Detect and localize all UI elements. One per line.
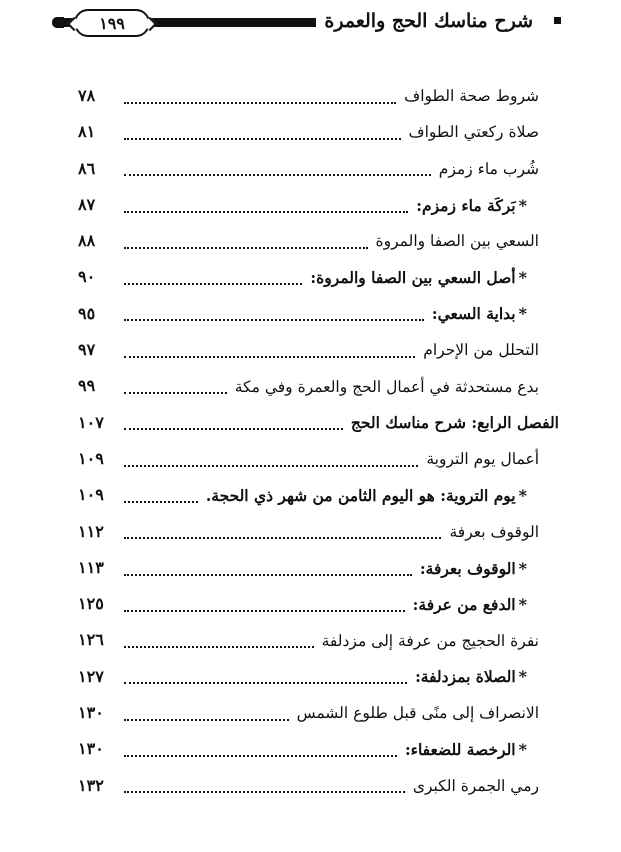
- toc-entry-star-icon: *: [518, 268, 527, 288]
- toc-entry: [0, 332, 621, 368]
- toc-entry: [0, 659, 621, 695]
- toc-entry-title: الفصل الرابع: شرح مناسك الحج: [347, 413, 559, 432]
- toc-entry-dot-leader: [124, 282, 302, 285]
- running-title: شرح مناسك الحج والعمرة: [316, 4, 541, 38]
- toc-entry: [0, 731, 621, 767]
- toc-entry-title: الوقوف بعرفة:: [416, 559, 516, 578]
- toc-entry: [0, 514, 621, 550]
- toc-entry-page: ٩٩: [78, 368, 121, 404]
- toc-entry-title: بَركَة ماء زمزم:: [412, 196, 515, 215]
- toc-entry-page: ١٠٧: [78, 405, 121, 441]
- toc-entry-page: ١٢٦: [78, 622, 121, 658]
- toc-entry-title: بدع مستحدثة في أعمال الحج والعمرة وفي مكة: [231, 378, 539, 396]
- page-number: ١٩٩: [99, 13, 125, 33]
- toc-entry-page: ١٢٧: [78, 659, 121, 695]
- toc-entry-page: ٧٨: [78, 78, 121, 114]
- toc-entry: [0, 695, 621, 731]
- toc-entry-title: السعي بين الصفا والمروة: [372, 232, 540, 250]
- toc-entry: [0, 223, 621, 259]
- toc-entry-title: شُرب ماء زمزم: [435, 160, 539, 178]
- toc-entry-dot-leader: [124, 101, 396, 104]
- toc-entry-page: ١٠٩: [78, 441, 121, 477]
- toc-entry: [0, 296, 621, 332]
- toc-entry-page: ٨٧: [78, 187, 121, 223]
- toc-entry-page: ٨١: [78, 114, 121, 150]
- toc-entry: [0, 441, 621, 477]
- toc-entry-page: ١١٣: [78, 550, 121, 586]
- toc-entry-dot-leader: [124, 609, 405, 612]
- toc-entry-page: ١٢٥: [78, 586, 121, 622]
- toc-entry: [0, 586, 621, 622]
- toc-entry-dot-leader: [124, 210, 408, 213]
- toc-entry-dot-leader: [124, 391, 227, 394]
- toc-entry: [0, 368, 621, 404]
- toc-entry-page: ٩٠: [78, 259, 121, 295]
- toc-entry-star-icon: *: [518, 304, 527, 324]
- toc-entry-title: الصلاة بمزدلفة:: [411, 667, 516, 686]
- toc-entry: [0, 151, 621, 187]
- toc-entry-page: ١٣٠: [78, 695, 121, 731]
- toc-entry-title: الانصراف إلى منًى قبل طلوع الشمس: [293, 704, 539, 722]
- toc-entry-dot-leader: [124, 500, 198, 503]
- toc-entry-page: ١١٢: [78, 514, 121, 550]
- toc-entry: [0, 405, 621, 441]
- toc-entry-title: صلاة ركعتي الطواف: [405, 123, 539, 141]
- toc-entry-star-icon: *: [518, 485, 527, 505]
- toc-entry-dot-leader: [124, 137, 401, 140]
- toc-entry-title: الرخصة للضعفاء:: [401, 740, 516, 759]
- toc-entry: [0, 477, 621, 513]
- toc-entry: [0, 114, 621, 150]
- toc-entry-dot-leader: [124, 427, 343, 430]
- table-of-contents: [0, 78, 621, 804]
- toc-entry: [0, 259, 621, 295]
- toc-entry-title: نفرة الحجيج من عرفة إلى مزدلفة: [318, 632, 539, 650]
- toc-entry-page: ١٠٩: [78, 477, 121, 513]
- toc-entry-dot-leader: [124, 718, 289, 721]
- toc-entry: [0, 622, 621, 658]
- running-header: [0, 0, 621, 46]
- toc-entry-dot-leader: [124, 645, 314, 648]
- toc-entry-page: ١٣٠: [78, 731, 121, 767]
- toc-entry-page: ١٣٢: [78, 768, 121, 804]
- toc-entry-title: أصل السعي بين الصفا والمروة:: [306, 268, 515, 287]
- toc-entry-title: بداية السعي:: [428, 304, 516, 323]
- toc-entry-dot-leader: [124, 464, 418, 467]
- toc-entry-dot-leader: [124, 355, 415, 358]
- toc-entry-star-icon: *: [518, 558, 527, 578]
- toc-entry-dot-leader: [124, 536, 441, 539]
- toc-entry-dot-leader: [124, 173, 431, 176]
- toc-entry-page: ٨٦: [78, 151, 121, 187]
- toc-entry-dot-leader: [124, 681, 407, 684]
- toc-entry-title: الدفع من عرفة:: [409, 595, 516, 614]
- toc-entry-title: يوم التروية: هو اليوم الثامن من شهر ذي الحجة.: [202, 486, 516, 505]
- toc-entry-star-icon: *: [518, 667, 527, 687]
- toc-entry-star-icon: *: [518, 195, 527, 215]
- toc-entry: [0, 768, 621, 804]
- toc-entry-title: رمي الجمرة الكبرى: [409, 777, 539, 795]
- header-bullet-icon: [554, 17, 561, 24]
- toc-entry: [0, 78, 621, 114]
- toc-entry-title: الوقوف بعرفة: [445, 523, 539, 541]
- toc-entry-dot-leader: [124, 318, 424, 321]
- toc-entry-dot-leader: [124, 246, 368, 249]
- toc-entry-page: ٩٧: [78, 332, 121, 368]
- toc-entry-star-icon: *: [518, 739, 527, 759]
- toc-entry-dot-leader: [124, 790, 405, 793]
- toc-entry: [0, 187, 621, 223]
- toc-entry: [0, 550, 621, 586]
- page-number-badge: [74, 9, 150, 37]
- toc-entry-dot-leader: [124, 754, 397, 757]
- header-rule-cap: [52, 17, 64, 28]
- toc-entry-dot-leader: [124, 573, 412, 576]
- toc-entry-title: التحلل من الإحرام: [419, 341, 539, 359]
- toc-entry-title: أعمال يوم التروية: [422, 450, 539, 468]
- toc-entry-star-icon: *: [518, 594, 527, 614]
- toc-entry-page: ٨٨: [78, 223, 121, 259]
- toc-entry-page: ٩٥: [78, 296, 121, 332]
- toc-entry-title: شروط صحة الطواف: [400, 87, 539, 105]
